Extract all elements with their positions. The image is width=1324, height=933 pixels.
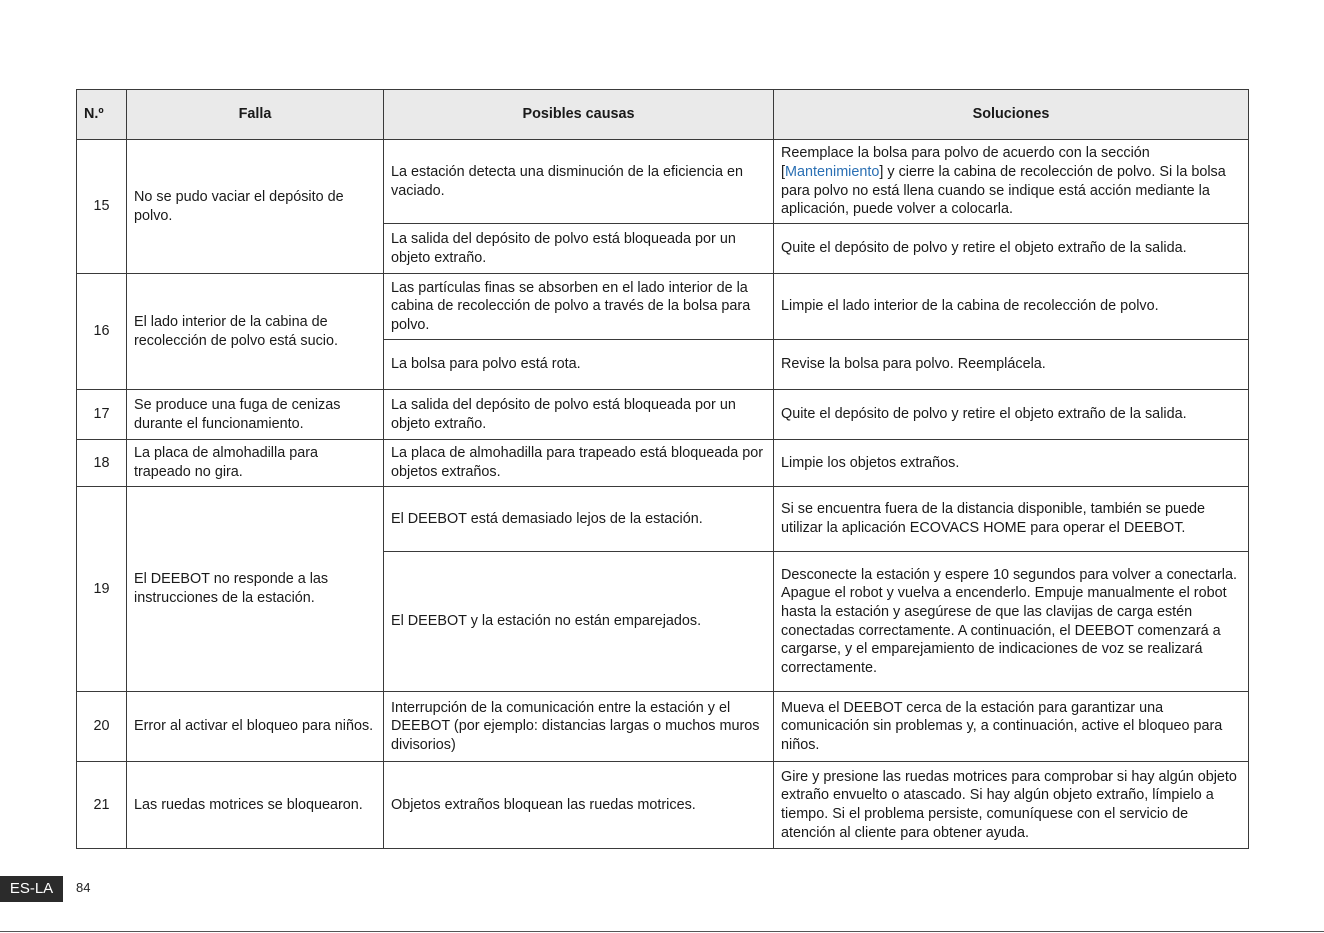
maintenance-link[interactable]: Mantenimiento	[785, 163, 880, 180]
table-row	[77, 692, 1249, 762]
cause-cell: Las partículas finas se absorben en el lado interior de la cabina de recolección de polvo a través de la bolsa para polvo.	[384, 274, 774, 340]
table-row	[77, 390, 1249, 440]
page-number: 84	[76, 880, 91, 895]
solution-cell: Si se encuentra fuera de la distancia disponible, también se puede utilizar la aplicación ECOVACS HOME para operar el DEEBOT.	[774, 487, 1249, 552]
fault-cell: El lado interior de la cabina de recolección de polvo está sucio.	[127, 274, 384, 390]
row-number: 17	[77, 390, 127, 440]
header-solutions: Soluciones	[774, 90, 1249, 140]
fault-cell: Se produce una fuga de cenizas durante el funcionamiento.	[127, 390, 384, 440]
fault-cell: La placa de almohadilla para trapeado no gira.	[127, 440, 384, 487]
row-number: 15	[77, 140, 127, 274]
table-row	[77, 140, 1249, 224]
cause-cell: La estación detecta una disminución de la eficiencia en vaciado.	[384, 140, 774, 224]
cause-cell: Objetos extraños bloquean las ruedas motrices.	[384, 762, 774, 849]
table-header-row	[77, 90, 1249, 140]
row-number: 19	[77, 487, 127, 692]
row-number: 21	[77, 762, 127, 849]
solution-cell	[774, 140, 1249, 224]
bottom-divider	[0, 931, 1324, 932]
row-number: 20	[77, 692, 127, 762]
row-number: 16	[77, 274, 127, 390]
table-row	[77, 762, 1249, 849]
solution-cell: Revise la bolsa para polvo. Reemplácela.	[774, 340, 1249, 390]
troubleshooting-table	[76, 89, 1249, 849]
table-row	[77, 487, 1249, 552]
table-row	[77, 440, 1249, 487]
fault-cell: Las ruedas motrices se bloquearon.	[127, 762, 384, 849]
solution-text: ] y cierre la cabina de recolección de polvo. Si la bolsa para polvo no está llena cuando se indique está acción mediante la aplicación, puede volver a colocarla.	[781, 163, 1226, 218]
solution-cell: Quite el depósito de polvo y retire el objeto extraño de la salida.	[774, 390, 1249, 440]
table-row	[77, 274, 1249, 340]
solution-cell: Desconecte la estación y espere 10 segundos para volver a conectarla. Apague el robot y vuelva a encenderlo. Empuje manualmente el robot hasta la estación y asegúrese de que las clavijas de carga estén conectadas correctamente. A continuación, el DEEBOT comenzará a cargarse, y el emparejamiento de indicaciones de voz se realizará correctamente.	[774, 552, 1249, 692]
solution-cell: Limpie el lado interior de la cabina de recolección de polvo.	[774, 274, 1249, 340]
cause-cell: La placa de almohadilla para trapeado está bloqueada por objetos extraños.	[384, 440, 774, 487]
cause-cell: La bolsa para polvo está rota.	[384, 340, 774, 390]
row-number: 18	[77, 440, 127, 487]
cause-cell: La salida del depósito de polvo está bloqueada por un objeto extraño.	[384, 390, 774, 440]
solution-cell: Gire y presione las ruedas motrices para comprobar si hay algún objeto extraño envuelto o atascado. Si hay algún objeto extraño, límpielo a tiempo. Si el problema persiste, comuníquese con el servicio de atención al cliente para obtener ayuda.	[774, 762, 1249, 849]
solution-cell: Limpie los objetos extraños.	[774, 440, 1249, 487]
fault-cell: Error al activar el bloqueo para niños.	[127, 692, 384, 762]
cause-cell: El DEEBOT y la estación no están emparejados.	[384, 552, 774, 692]
solution-cell: Mueva el DEEBOT cerca de la estación para garantizar una comunicación sin problemas y, a continuación, active el bloqueo para niños.	[774, 692, 1249, 762]
cause-cell: Interrupción de la comunicación entre la estación y el DEEBOT (por ejemplo: distancias largas o muchos muros divisorios)	[384, 692, 774, 762]
solution-cell: Quite el depósito de polvo y retire el objeto extraño de la salida.	[774, 224, 1249, 274]
cause-cell: El DEEBOT está demasiado lejos de la estación.	[384, 487, 774, 552]
header-fault: Falla	[127, 90, 384, 140]
solution-text: Reemplace la bolsa para polvo de acuerdo con la sección	[781, 145, 1150, 162]
header-number: N.º	[77, 90, 127, 140]
header-causes: Posibles causas	[384, 90, 774, 140]
language-badge: ES-LA	[0, 876, 63, 902]
bracket-open: [	[781, 163, 785, 180]
cause-cell: La salida del depósito de polvo está bloqueada por un objeto extraño.	[384, 224, 774, 274]
fault-cell: El DEEBOT no responde a las instrucciones de la estación.	[127, 487, 384, 692]
fault-cell: No se pudo vaciar el depósito de polvo.	[127, 140, 384, 274]
